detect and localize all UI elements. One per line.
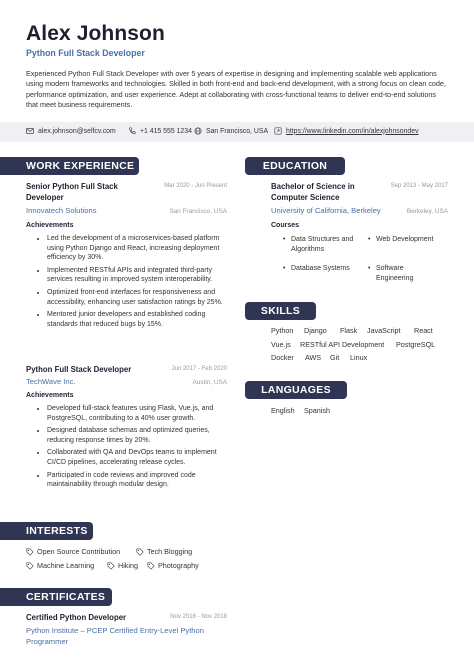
work-1-location: San Francisco, USA <box>169 208 227 215</box>
work-1-company: Innovatech Solutions <box>26 206 97 215</box>
course-item: • Software Engineering <box>376 264 436 283</box>
work-2-bullets <box>37 404 227 493</box>
skills-row-3 <box>271 353 367 362</box>
work-1-date: Mar 2020 - Jun Present <box>164 183 227 189</box>
skill-tag: Git <box>330 353 340 362</box>
skill-tag: Flask <box>340 326 358 335</box>
certificate-title: Certified Python Developer <box>26 613 127 622</box>
tag-icon <box>26 562 34 570</box>
section-languages: LANGUAGES <box>245 381 347 399</box>
skill-tag: RESTful API Development <box>300 340 385 349</box>
skill-tag: PostgreSQL <box>396 340 436 349</box>
work-2-location: Austin, USA <box>192 379 227 386</box>
contact-email[interactable] <box>26 127 116 135</box>
skill-tag: Python <box>271 326 294 335</box>
interest-label: Photography <box>158 561 199 570</box>
contact-email-text: alex.johnson@selfcv.com <box>38 127 116 135</box>
list-item: • Implemented RESTful APIs and integrated third-party services resulting in improved system interoperability. <box>47 266 227 285</box>
certificate-issuer: Python Institute – PCEP Certified Entry-Level Python Programmer <box>26 626 204 646</box>
interest-item <box>107 561 138 570</box>
list-item: • Designed database schemas and optimized queries, reducing response times by 20%. <box>47 426 227 445</box>
interest-label: Tech Blogging <box>147 547 193 556</box>
section-certificates: CERTIFICATES <box>0 588 112 606</box>
language-tag: English <box>271 406 295 415</box>
skill-tag: Vue.js <box>271 340 291 349</box>
phone-icon <box>128 127 136 135</box>
education-school: University of California, Berkeley <box>271 206 381 215</box>
globe-icon <box>194 127 202 135</box>
contact-linkedin[interactable] <box>274 127 419 135</box>
tag-icon <box>26 548 34 556</box>
skill-tag: Django <box>304 326 327 335</box>
interest-item <box>26 547 120 556</box>
section-work-experience: WORK EXPERIENCE <box>0 157 139 175</box>
list-item: • Led the development of a microservices-based platform using Python Django and React, increasing deployment efficiency by 30%. <box>47 234 227 263</box>
languages-row <box>271 406 330 415</box>
list-item: • Participated in code reviews and improved code maintainability through modular design. <box>47 471 227 490</box>
education-degree: Bachelor of Science in Computer Science <box>271 182 355 202</box>
course-item: • Database Systems <box>291 264 371 274</box>
job-title: Python Full Stack Developer <box>26 48 145 58</box>
certificate-date: Nov 2016 - Nov 2018 <box>170 614 227 620</box>
education-courses-label: Courses <box>271 222 300 229</box>
tag-icon <box>107 562 115 570</box>
education-date: Sep 2013 - May 2017 <box>390 183 448 189</box>
skill-tag: JavaScript <box>367 326 401 335</box>
work-2-company: TechWave Inc. <box>26 377 76 386</box>
list-item: • Optimized front-end interfaces for responsiveness and accessibility, enhancing user satisfaction ratings by 25%. <box>47 288 227 307</box>
contact-location <box>194 127 268 135</box>
contact-linkedin-text: https://www.linkedin.com/in/alexjohnsondev <box>286 127 419 135</box>
contact-phone[interactable] <box>128 127 192 135</box>
skill-tag: Linux <box>350 353 368 362</box>
tag-icon <box>147 562 155 570</box>
work-2-date: Jun 2017 - Feb 2020 <box>171 366 227 372</box>
contact-location-text: San Francisco, USA <box>206 127 269 135</box>
contact-phone-text: +1 415 555 1234 <box>140 127 192 135</box>
work-2-achievements-label: Achievements <box>26 392 74 399</box>
interest-item <box>147 561 199 570</box>
language-tag: Spanish <box>304 406 330 415</box>
work-1-bullets <box>37 234 227 332</box>
interest-item <box>26 561 94 570</box>
interest-item <box>136 547 192 556</box>
candidate-name: Alex Johnson <box>26 22 165 45</box>
course-item: • Web Development <box>376 235 451 245</box>
section-interests: INTERESTS <box>0 522 93 540</box>
tag-icon <box>136 548 144 556</box>
section-skills: SKILLS <box>245 302 316 320</box>
list-item: • Mentored junior developers and established coding standards that reduced bugs by 15%. <box>47 310 227 329</box>
interest-label: Machine Learning <box>37 561 95 570</box>
skill-tag: Docker <box>271 353 294 362</box>
interest-label: Hiking <box>118 561 138 570</box>
envelope-icon <box>26 127 34 135</box>
work-1-title: Senior Python Full Stack Developer <box>26 182 118 202</box>
course-item: • Data Structures and Algorithms <box>291 235 371 254</box>
skill-tag: React <box>414 326 433 335</box>
work-1-achievements-label: Achievements <box>26 222 74 229</box>
skills-row-1 <box>271 326 433 335</box>
work-2-title: Python Full Stack Developer <box>26 365 132 374</box>
skill-tag: AWS <box>305 353 322 362</box>
section-education: EDUCATION <box>245 157 345 175</box>
list-item: • Collaborated with QA and DevOps teams to implement CI/CD pipelines, accelerating release cycles. <box>47 448 227 467</box>
skills-row-2 <box>271 340 435 349</box>
profile-summary: Experienced Python Full Stack Developer with over 5 years of expertise in designing and implementing scalable web applications using modern frameworks and technologies. Skilled in both front-end and back-end development, with a strong focus on clean code, performance optimization, and user experience. Adept at collaborating with cross-functional teams to deliver end-to-end solutions that meet business requirements. <box>26 69 446 109</box>
link-icon <box>274 127 282 135</box>
interest-label: Open Source Contribution <box>37 547 121 556</box>
list-item: • Developed full-stack features using Flask, Vue.js, and PostgreSQL, contributing to a 40% user growth. <box>47 404 227 423</box>
education-location: Berkeley, USA <box>406 208 448 215</box>
